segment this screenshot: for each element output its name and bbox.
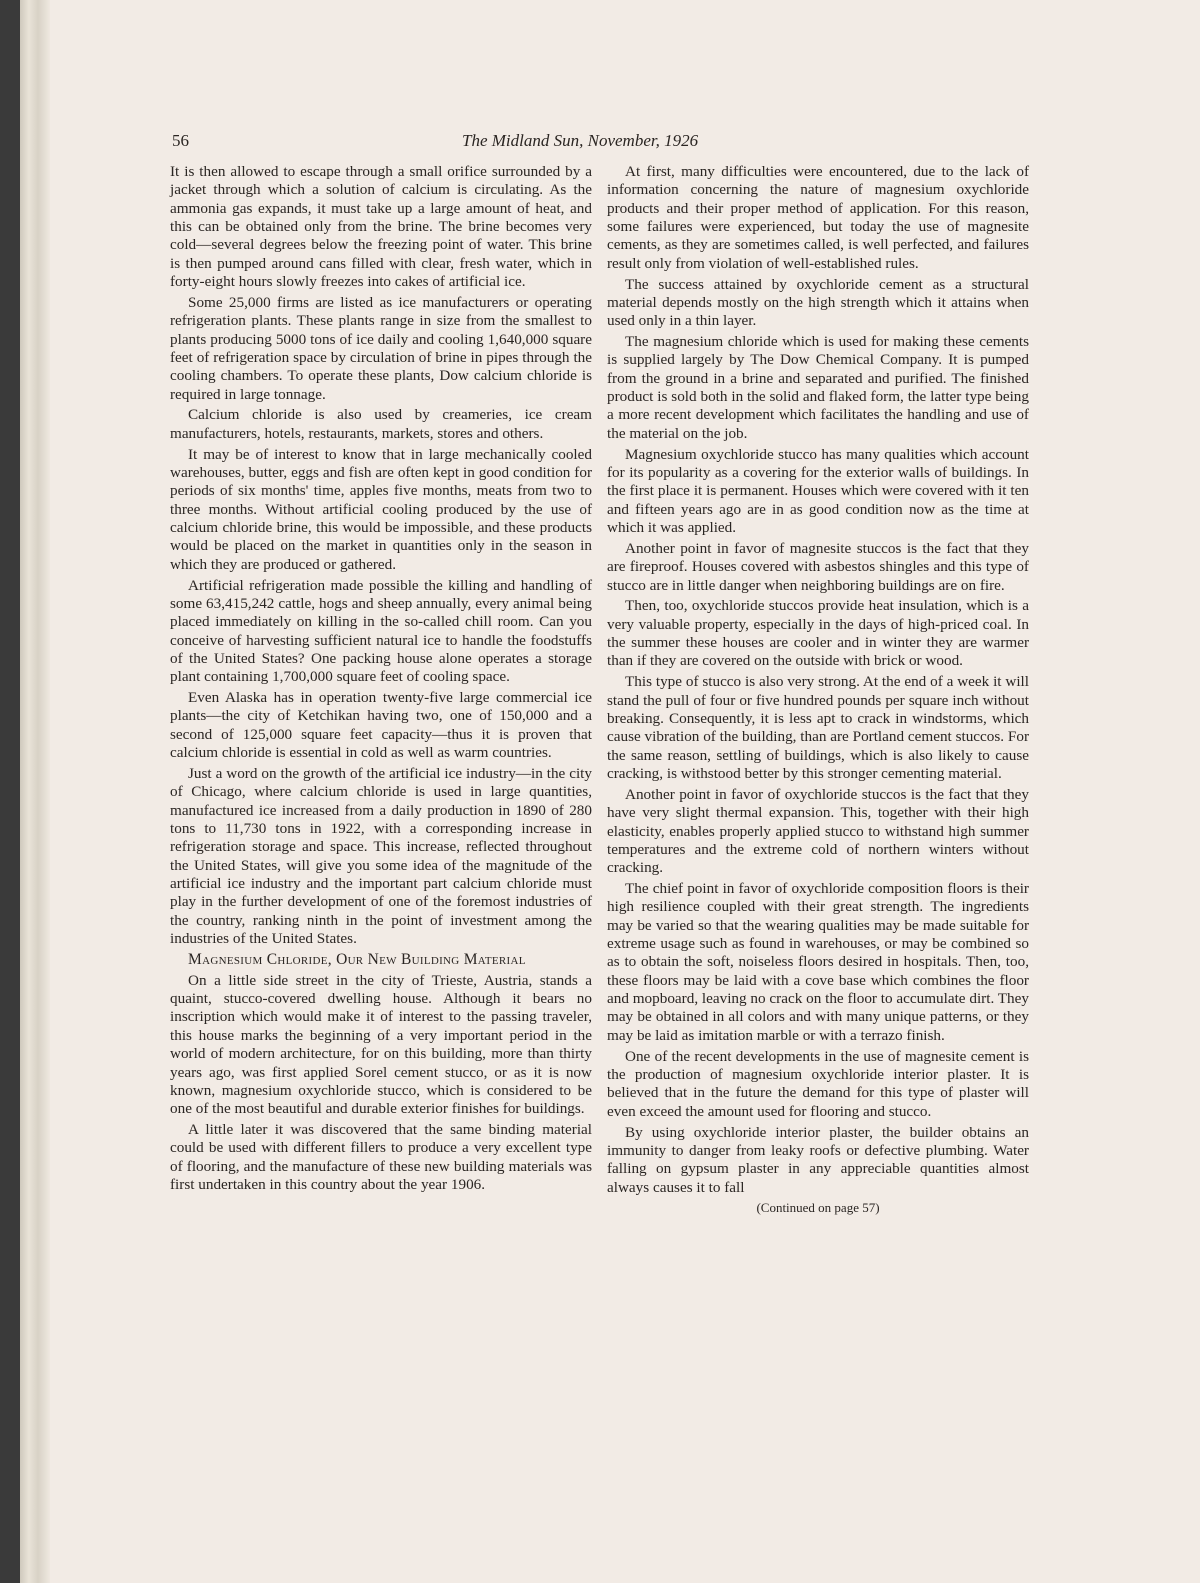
paragraph: The magnesium chloride which is used for making these cements is supplied largely by The Dow Chemical Company. It is pumped from the ground in a brine and separated and purified. The finished product is sold both in the solid and flaked form, the latter type being a more recent development which facilitates the handling and use of the material on the job. bbox=[607, 333, 1029, 442]
paragraph: The chief point in favor of oxychloride composition floors is their high resilience coupled with their great strength. The ingredients may be varied so that the wearing qualities may be made suitable for extreme usage such as found in warehouses, or may be combined so as to obtain the soft, noiseless floors desired in hospitals. Then, too, these floors may be laid with a cove base which combines the floor and mopboard, leaving no crack on the floor to accumulate dirt. They may be obtained in all colors and with many unique patterns, or they may be laid as imitation marble or with a terrazo finish. bbox=[607, 880, 1029, 1044]
page-edges bbox=[20, 0, 50, 1583]
paragraph: The success attained by oxychloride cement as a structural material depends mostly on the high strength which it attains when used only in a thin layer. bbox=[607, 275, 1029, 330]
paragraph: It may be of interest to know that in large mechanically cooled warehouses, butter, eggs and fish are often kept in good condition for periods of six months' time, apples five months, meats from two to three months. Without artificial cooling produced by the use of calcium chloride brine, this would be impossible, and these products would be placed on the market in quantities only in the season in which they are produced or gathered. bbox=[170, 445, 592, 573]
paragraph: Just a word on the growth of the artificial ice industry—in the city of Chicago, where calcium chloride is used in large quantities, manufactured ice increased from a daily production in 1890 of 280 tons to 11,730 tons in 1922, with a corresponding increase in refrigeration storage and space. This increase, reflected throughout the United States, will give you some idea of the magnitude of the artificial ice industry and the important part calcium chloride must play in the further development of one of the foremost industries of the country, ranking ninth in the point of investment among the industries of the United States. bbox=[170, 765, 592, 948]
paragraph: Artificial refrigeration made possible the killing and handling of some 63,415,242 cattle, hogs and sheep annually, every animal being placed immediately on killing in the so-called chill room. Can you conceive of harvesting sufficient natural ice to handle the foodstuffs of the United States? One packing house alone operates a storage plant containing 1,700,000 square feet of cooling space. bbox=[170, 576, 592, 686]
paragraph: Even Alaska has in operation twenty-five large commercial ice plants—the city of Ketchikan having two, one of 150,000 and a second of 125,000 square feet capacity—thus it is proven that calcium chloride is essential in cold as well as warm countries. bbox=[170, 689, 592, 762]
paragraph: Some 25,000 firms are listed as ice manufacturers or operating refrigeration plants. These plants range in size from the smallest to plants producing 5000 tons of ice daily and cooling 1,640,000 square feet of refrigeration space by circulation of brine in pipes through the cooling chambers. To operate these plants, Dow calcium chloride is required in large tonnage. bbox=[170, 293, 592, 403]
continued-note: (Continued on page 57) bbox=[756, 1200, 880, 1216]
running-header bbox=[172, 131, 1030, 155]
paragraph: Magnesium oxychloride stucco has many qualities which account for its popularity as a covering for the exterior walls of buildings. In the first place it is permanent. Houses which were covered with it ten and fifteen years ago are in as good condition now as the time at which it was applied. bbox=[607, 445, 1029, 537]
book-binding bbox=[0, 0, 20, 1583]
paragraph: It is then allowed to escape through a small orifice surrounded by a jacket through which a solution of calcium is circulating. As the ammonia gas expands, it must take up a large amount of heat, and this can be obtained only from the brine. The brine becomes very cold—several degrees below the freezing point of water. This brine is then pumped around cans filled with clear, fresh water, which in forty-eight hours slowly freezes into cakes of artificial ice. bbox=[170, 163, 592, 291]
right-column bbox=[607, 163, 1029, 1218]
paragraph: Calcium chloride is also used by creameries, ice cream manufacturers, hotels, restaurants, markets, stores and others. bbox=[170, 406, 592, 442]
left-column bbox=[170, 163, 592, 1197]
paragraph: Then, too, oxychloride stuccos provide heat insulation, which is a very valuable property, especially in the days of high-priced coal. In the summer these houses are cooler and in winter they are warmer than if they are covered on the outside with brick or wood. bbox=[607, 597, 1029, 670]
paragraph: One of the recent developments in the use of magnesite cement is the production of magnesium oxychloride interior plaster. It is believed that in the future the demand for this type of plaster will even exceed the amount used for flooring and stucco. bbox=[607, 1047, 1029, 1120]
paragraph: A little later it was discovered that the same binding material could be used with different fillers to produce a very excellent type of flooring, and the manufacture of these new building materials was first undertaken in this country about the year 1906. bbox=[170, 1121, 592, 1194]
page-number: 56 bbox=[172, 131, 189, 150]
paragraph: At first, many difficulties were encountered, due to the lack of information concerning the nature of magnesium oxychloride products and their proper method of application. For this reason, some failures were experienced, but today the use of magnesite cements, as they are sometimes called, is well perfected, and failures result only from violation of well-established rules. bbox=[607, 163, 1029, 272]
paragraph: Another point in favor of oxychloride stuccos is the fact that they have very slight thermal expansion. This, together with their high elasticity, enables properly applied stucco to withstand high summer temperatures and the extreme cold of northern winters without cracking. bbox=[607, 785, 1029, 877]
publication-title: The Midland Sun, November, 1926 bbox=[462, 131, 699, 150]
section-heading: Magnesium Chloride, Our New Building Material bbox=[188, 950, 526, 968]
paragraph: By using oxychloride interior plaster, the builder obtains an immunity to danger from leaky roofs or defective plumbing. Water falling on gypsum plaster in any appreciable quantities almost always causes it to fall bbox=[607, 1123, 1029, 1196]
paragraph: On a little side street in the city of Trieste, Austria, stands a quaint, stucco-covered dwelling house. Although it bears no inscription which would make it of interest to the passing traveler, this house marks the beginning of a very important period in the world of modern architecture, for on this building, more than thirty years ago, was first applied Sorel cement stucco, or as it is now known, magnesium oxychloride stucco, which is considered to be one of the most beautiful and durable exterior finishes for buildings. bbox=[170, 971, 592, 1118]
paragraph: This type of stucco is also very strong. At the end of a week it will stand the pull of four or five hundred pounds per square inch without breaking. Consequently, it is less apt to crack in windstorms, which cause vibration of the building, than are Portland cement stuccos. For the same reason, settling of buildings, which is also likely to cause cracking, is withstood better by this stronger cementing material. bbox=[607, 673, 1029, 782]
paragraph: Another point in favor of magnesite stuccos is the fact that they are fireproof. Houses covered with asbestos shingles and this type of stucco are in little danger when neighboring buildings are on fire. bbox=[607, 539, 1029, 594]
